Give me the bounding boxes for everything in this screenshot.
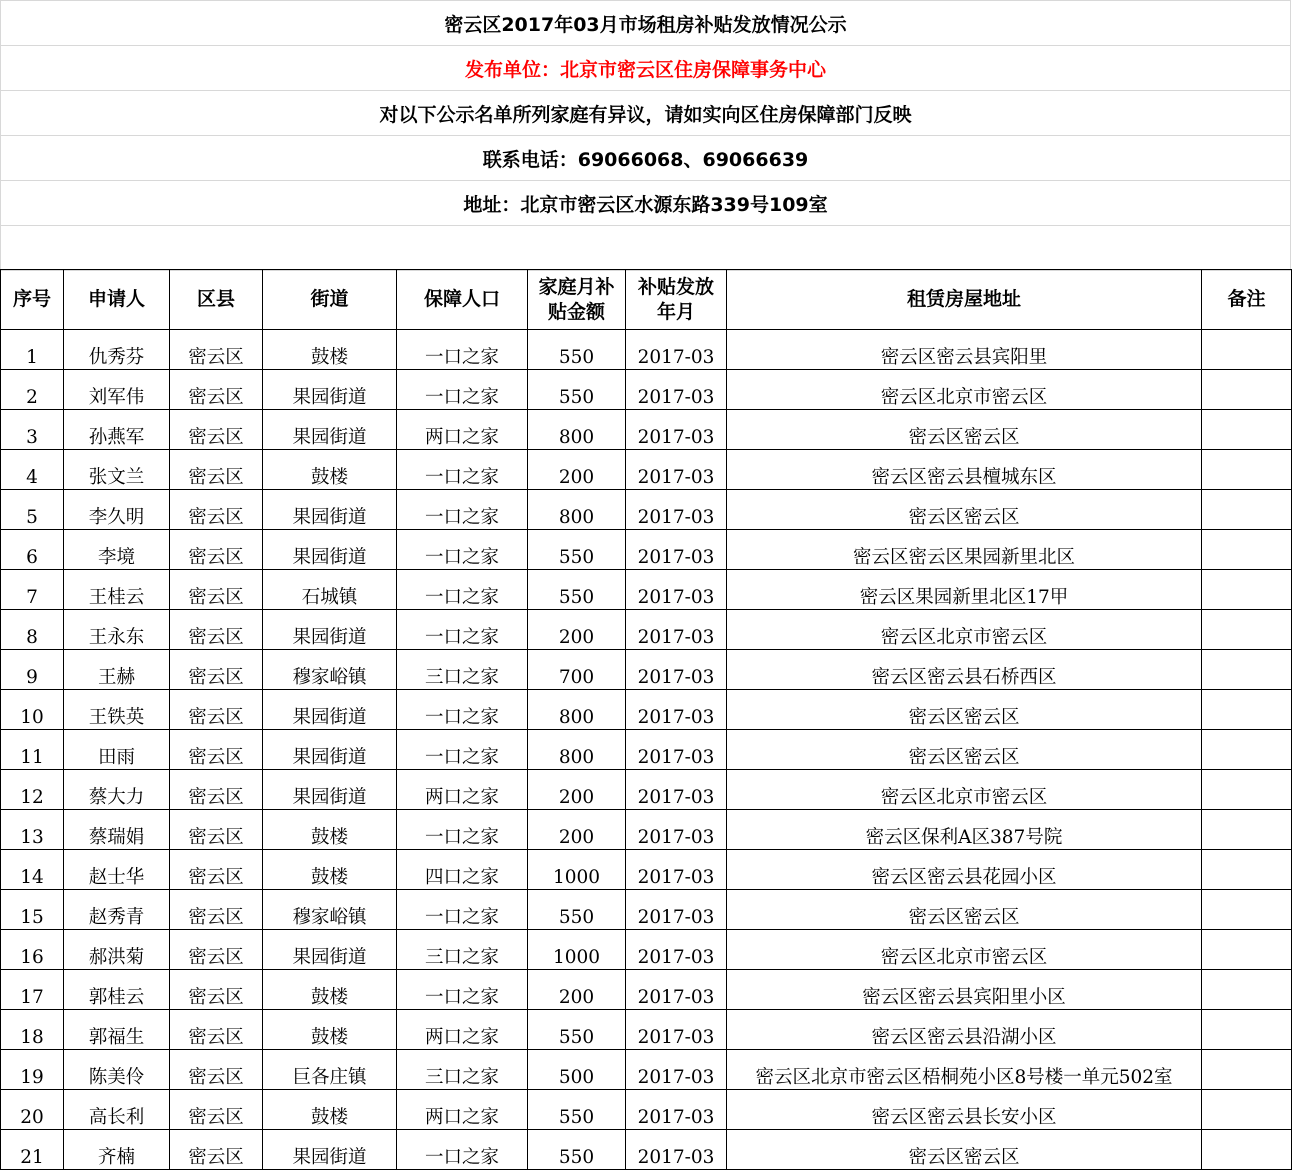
- cell-monthly-amount: 550: [528, 890, 626, 930]
- cell-district: 密云区: [170, 1010, 263, 1050]
- cell-applicant-name: 李境: [64, 530, 170, 570]
- cell-district: 密云区: [170, 890, 263, 930]
- cell-remarks: [1202, 690, 1292, 730]
- cell-remarks: [1202, 930, 1292, 970]
- cell-household-size: 一口之家: [397, 810, 528, 850]
- cell-district: 密云区: [170, 530, 263, 570]
- cell-applicant-name: 刘军伟: [64, 370, 170, 410]
- cell-district: 密云区: [170, 570, 263, 610]
- cell-remarks: [1202, 810, 1292, 850]
- cell-street: 果园街道: [263, 930, 397, 970]
- table-row: [1, 970, 1292, 1010]
- cell-monthly-amount: 200: [528, 810, 626, 850]
- cell-district: 密云区: [170, 810, 263, 850]
- cell-row-index: 14: [1, 850, 64, 890]
- cell-street: 穆家峪镇: [263, 650, 397, 690]
- cell-district: 密云区: [170, 770, 263, 810]
- cell-row-index: 8: [1, 610, 64, 650]
- cell-district: 密云区: [170, 450, 263, 490]
- cell-street: 果园街道: [263, 1130, 397, 1170]
- cell-district: 密云区: [170, 1090, 263, 1130]
- cell-rental-address: 密云区密云县宾阳里: [727, 330, 1202, 370]
- col-header-month-label: 补贴发放年月: [637, 275, 714, 323]
- cell-street: 果园街道: [263, 370, 397, 410]
- cell-row-index: 10: [1, 690, 64, 730]
- objection-notice: 对以下公示名单所列家庭有异议，请如实向区住房保障部门反映: [0, 91, 1291, 136]
- cell-district: 密云区: [170, 1050, 263, 1090]
- cell-household-size: 一口之家: [397, 530, 528, 570]
- table-row: [1, 530, 1292, 570]
- cell-street: 鼓楼: [263, 810, 397, 850]
- cell-row-index: 1: [1, 330, 64, 370]
- cell-monthly-amount: 800: [528, 490, 626, 530]
- cell-rental-address: 密云区密云县长安小区: [727, 1090, 1202, 1130]
- cell-household-size: 三口之家: [397, 930, 528, 970]
- cell-district: 密云区: [170, 1130, 263, 1170]
- cell-payment-month: 2017-03: [626, 1130, 727, 1170]
- cell-street: 鼓楼: [263, 970, 397, 1010]
- cell-rental-address: 密云区密云区: [727, 890, 1202, 930]
- cell-street: 巨各庄镇: [263, 1050, 397, 1090]
- table-row: [1, 1050, 1292, 1090]
- cell-applicant-name: 王赫: [64, 650, 170, 690]
- col-header-index: 序号: [1, 270, 64, 330]
- cell-household-size: 四口之家: [397, 850, 528, 890]
- cell-rental-address: 密云区密云区: [727, 490, 1202, 530]
- cell-monthly-amount: 800: [528, 730, 626, 770]
- table-row: [1, 330, 1292, 370]
- col-header-household: 保障人口: [397, 270, 528, 330]
- table-row: [1, 650, 1292, 690]
- cell-district: 密云区: [170, 730, 263, 770]
- cell-row-index: 12: [1, 770, 64, 810]
- cell-rental-address: 密云区密云县檀城东区: [727, 450, 1202, 490]
- cell-rental-address: 密云区密云区果园新里北区: [727, 530, 1202, 570]
- table-row: [1, 690, 1292, 730]
- table-row: [1, 1010, 1292, 1050]
- cell-rental-address: 密云区密云区: [727, 730, 1202, 770]
- cell-row-index: 15: [1, 890, 64, 930]
- table-row: [1, 370, 1292, 410]
- cell-remarks: [1202, 850, 1292, 890]
- table-body: [1, 330, 1292, 1170]
- cell-district: 密云区: [170, 490, 263, 530]
- cell-remarks: [1202, 890, 1292, 930]
- cell-monthly-amount: 200: [528, 770, 626, 810]
- cell-payment-month: 2017-03: [626, 890, 727, 930]
- col-header-address: 租赁房屋地址: [727, 270, 1202, 330]
- cell-monthly-amount: 550: [528, 530, 626, 570]
- cell-street: 鼓楼: [263, 450, 397, 490]
- cell-household-size: 一口之家: [397, 730, 528, 770]
- table-row: [1, 1090, 1292, 1130]
- cell-monthly-amount: 200: [528, 450, 626, 490]
- cell-remarks: [1202, 730, 1292, 770]
- cell-applicant-name: 高长利: [64, 1090, 170, 1130]
- col-header-amount: [528, 270, 626, 330]
- cell-street: 果园街道: [263, 610, 397, 650]
- cell-payment-month: 2017-03: [626, 570, 727, 610]
- cell-payment-month: 2017-03: [626, 330, 727, 370]
- cell-household-size: 一口之家: [397, 370, 528, 410]
- cell-remarks: [1202, 1050, 1292, 1090]
- cell-payment-month: 2017-03: [626, 410, 727, 450]
- cell-remarks: [1202, 1090, 1292, 1130]
- cell-row-index: 4: [1, 450, 64, 490]
- cell-household-size: 两口之家: [397, 1090, 528, 1130]
- cell-remarks: [1202, 570, 1292, 610]
- page-title: 密云区2017年03月市场租房补贴发放情况公示: [0, 0, 1291, 46]
- cell-rental-address: 密云区北京市密云区: [727, 930, 1202, 970]
- cell-applicant-name: 陈美伶: [64, 1050, 170, 1090]
- cell-rental-address: 密云区果园新里北区17甲: [727, 570, 1202, 610]
- publisher-line: 发布单位：北京市密云区住房保障事务中心: [0, 46, 1291, 91]
- cell-district: 密云区: [170, 610, 263, 650]
- notice-header: [0, 0, 1291, 271]
- blank-row: [0, 226, 1291, 271]
- cell-district: 密云区: [170, 650, 263, 690]
- cell-monthly-amount: 800: [528, 410, 626, 450]
- subsidy-table: [0, 269, 1292, 1170]
- col-header-month: [626, 270, 727, 330]
- table-row: [1, 1130, 1292, 1170]
- col-header-street: 街道: [263, 270, 397, 330]
- cell-street: 果园街道: [263, 410, 397, 450]
- cell-applicant-name: 王铁英: [64, 690, 170, 730]
- cell-household-size: 两口之家: [397, 770, 528, 810]
- cell-row-index: 16: [1, 930, 64, 970]
- cell-household-size: 两口之家: [397, 410, 528, 450]
- cell-payment-month: 2017-03: [626, 770, 727, 810]
- cell-payment-month: 2017-03: [626, 450, 727, 490]
- cell-district: 密云区: [170, 850, 263, 890]
- cell-row-index: 2: [1, 370, 64, 410]
- cell-rental-address: 密云区密云县沿湖小区: [727, 1010, 1202, 1050]
- cell-applicant-name: 蔡瑞娟: [64, 810, 170, 850]
- cell-row-index: 17: [1, 970, 64, 1010]
- cell-applicant-name: 郭桂云: [64, 970, 170, 1010]
- cell-payment-month: 2017-03: [626, 730, 727, 770]
- cell-household-size: 一口之家: [397, 450, 528, 490]
- cell-district: 密云区: [170, 330, 263, 370]
- cell-payment-month: 2017-03: [626, 970, 727, 1010]
- cell-payment-month: 2017-03: [626, 1010, 727, 1050]
- cell-district: 密云区: [170, 690, 263, 730]
- contact-phone: 联系电话：69066068、69066639: [0, 136, 1291, 181]
- cell-street: 石城镇: [263, 570, 397, 610]
- cell-row-index: 5: [1, 490, 64, 530]
- cell-remarks: [1202, 530, 1292, 570]
- cell-monthly-amount: 700: [528, 650, 626, 690]
- cell-street: 果园街道: [263, 490, 397, 530]
- cell-remarks: [1202, 970, 1292, 1010]
- cell-monthly-amount: 550: [528, 1010, 626, 1050]
- cell-remarks: [1202, 410, 1292, 450]
- cell-applicant-name: 孙燕军: [64, 410, 170, 450]
- cell-monthly-amount: 200: [528, 970, 626, 1010]
- col-header-district: 区县: [170, 270, 263, 330]
- table-header-row: [1, 270, 1292, 330]
- cell-rental-address: 密云区北京市密云区: [727, 610, 1202, 650]
- cell-monthly-amount: 800: [528, 690, 626, 730]
- cell-applicant-name: 齐楠: [64, 1130, 170, 1170]
- cell-rental-address: 密云区密云区: [727, 690, 1202, 730]
- cell-household-size: 一口之家: [397, 970, 528, 1010]
- cell-remarks: [1202, 770, 1292, 810]
- cell-household-size: 三口之家: [397, 1050, 528, 1090]
- cell-remarks: [1202, 330, 1292, 370]
- cell-rental-address: 密云区密云县宾阳里小区: [727, 970, 1202, 1010]
- cell-street: 穆家峪镇: [263, 890, 397, 930]
- cell-rental-address: 密云区密云县石桥西区: [727, 650, 1202, 690]
- cell-rental-address: 密云区北京市密云区梧桐苑小区8号楼一单元502室: [727, 1050, 1202, 1090]
- cell-street: 果园街道: [263, 690, 397, 730]
- cell-street: 鼓楼: [263, 330, 397, 370]
- table-row: [1, 410, 1292, 450]
- cell-remarks: [1202, 450, 1292, 490]
- cell-street: 鼓楼: [263, 850, 397, 890]
- table-row: [1, 490, 1292, 530]
- cell-applicant-name: 仇秀芬: [64, 330, 170, 370]
- cell-household-size: 两口之家: [397, 1010, 528, 1050]
- cell-rental-address: 密云区密云区: [727, 1130, 1202, 1170]
- cell-row-index: 13: [1, 810, 64, 850]
- cell-payment-month: 2017-03: [626, 1090, 727, 1130]
- cell-monthly-amount: 200: [528, 610, 626, 650]
- cell-household-size: 一口之家: [397, 570, 528, 610]
- cell-monthly-amount: 500: [528, 1050, 626, 1090]
- cell-payment-month: 2017-03: [626, 530, 727, 570]
- table-row: [1, 930, 1292, 970]
- cell-payment-month: 2017-03: [626, 810, 727, 850]
- cell-household-size: 一口之家: [397, 890, 528, 930]
- cell-rental-address: 密云区保利A区387号院: [727, 810, 1202, 850]
- col-header-amount-label: 家庭月补贴金额: [538, 275, 615, 323]
- cell-payment-month: 2017-03: [626, 690, 727, 730]
- cell-row-index: 7: [1, 570, 64, 610]
- table-row: [1, 890, 1292, 930]
- cell-row-index: 19: [1, 1050, 64, 1090]
- cell-payment-month: 2017-03: [626, 370, 727, 410]
- cell-payment-month: 2017-03: [626, 1050, 727, 1090]
- cell-payment-month: 2017-03: [626, 650, 727, 690]
- cell-applicant-name: 王永东: [64, 610, 170, 650]
- cell-household-size: 三口之家: [397, 650, 528, 690]
- cell-payment-month: 2017-03: [626, 850, 727, 890]
- cell-remarks: [1202, 1130, 1292, 1170]
- cell-row-index: 21: [1, 1130, 64, 1170]
- cell-applicant-name: 郭福生: [64, 1010, 170, 1050]
- cell-rental-address: 密云区密云区: [727, 410, 1202, 450]
- cell-remarks: [1202, 370, 1292, 410]
- cell-payment-month: 2017-03: [626, 610, 727, 650]
- cell-rental-address: 密云区北京市密云区: [727, 370, 1202, 410]
- cell-row-index: 20: [1, 1090, 64, 1130]
- table-row: [1, 450, 1292, 490]
- cell-applicant-name: 王桂云: [64, 570, 170, 610]
- cell-remarks: [1202, 650, 1292, 690]
- table-row: [1, 570, 1292, 610]
- cell-district: 密云区: [170, 370, 263, 410]
- contact-address: 地址：北京市密云区水源东路339号109室: [0, 181, 1291, 226]
- cell-street: 鼓楼: [263, 1010, 397, 1050]
- cell-household-size: 一口之家: [397, 610, 528, 650]
- cell-row-index: 11: [1, 730, 64, 770]
- cell-applicant-name: 田雨: [64, 730, 170, 770]
- table-row: [1, 850, 1292, 890]
- cell-district: 密云区: [170, 970, 263, 1010]
- cell-row-index: 9: [1, 650, 64, 690]
- cell-monthly-amount: 1000: [528, 850, 626, 890]
- cell-district: 密云区: [170, 410, 263, 450]
- cell-monthly-amount: 550: [528, 1090, 626, 1130]
- cell-rental-address: 密云区密云县花园小区: [727, 850, 1202, 890]
- cell-rental-address: 密云区北京市密云区: [727, 770, 1202, 810]
- cell-monthly-amount: 1000: [528, 930, 626, 970]
- cell-street: 鼓楼: [263, 1090, 397, 1130]
- cell-street: 果园街道: [263, 530, 397, 570]
- cell-payment-month: 2017-03: [626, 490, 727, 530]
- cell-monthly-amount: 550: [528, 570, 626, 610]
- table-row: [1, 770, 1292, 810]
- cell-monthly-amount: 550: [528, 330, 626, 370]
- table-row: [1, 810, 1292, 850]
- cell-household-size: 一口之家: [397, 690, 528, 730]
- cell-applicant-name: 蔡大力: [64, 770, 170, 810]
- cell-household-size: 一口之家: [397, 1130, 528, 1170]
- table-row: [1, 610, 1292, 650]
- cell-street: 果园街道: [263, 770, 397, 810]
- cell-applicant-name: 赵秀青: [64, 890, 170, 930]
- cell-monthly-amount: 550: [528, 370, 626, 410]
- cell-payment-month: 2017-03: [626, 930, 727, 970]
- cell-remarks: [1202, 1010, 1292, 1050]
- cell-applicant-name: 郝洪菊: [64, 930, 170, 970]
- cell-monthly-amount: 550: [528, 1130, 626, 1170]
- cell-row-index: 6: [1, 530, 64, 570]
- cell-district: 密云区: [170, 930, 263, 970]
- cell-row-index: 3: [1, 410, 64, 450]
- table-row: [1, 730, 1292, 770]
- col-header-applicant: 申请人: [64, 270, 170, 330]
- cell-row-index: 18: [1, 1010, 64, 1050]
- cell-remarks: [1202, 490, 1292, 530]
- col-header-remarks: 备注: [1202, 270, 1292, 330]
- cell-applicant-name: 赵士华: [64, 850, 170, 890]
- cell-applicant-name: 李久明: [64, 490, 170, 530]
- cell-applicant-name: 张文兰: [64, 450, 170, 490]
- cell-street: 果园街道: [263, 730, 397, 770]
- cell-household-size: 一口之家: [397, 330, 528, 370]
- cell-household-size: 一口之家: [397, 490, 528, 530]
- cell-remarks: [1202, 610, 1292, 650]
